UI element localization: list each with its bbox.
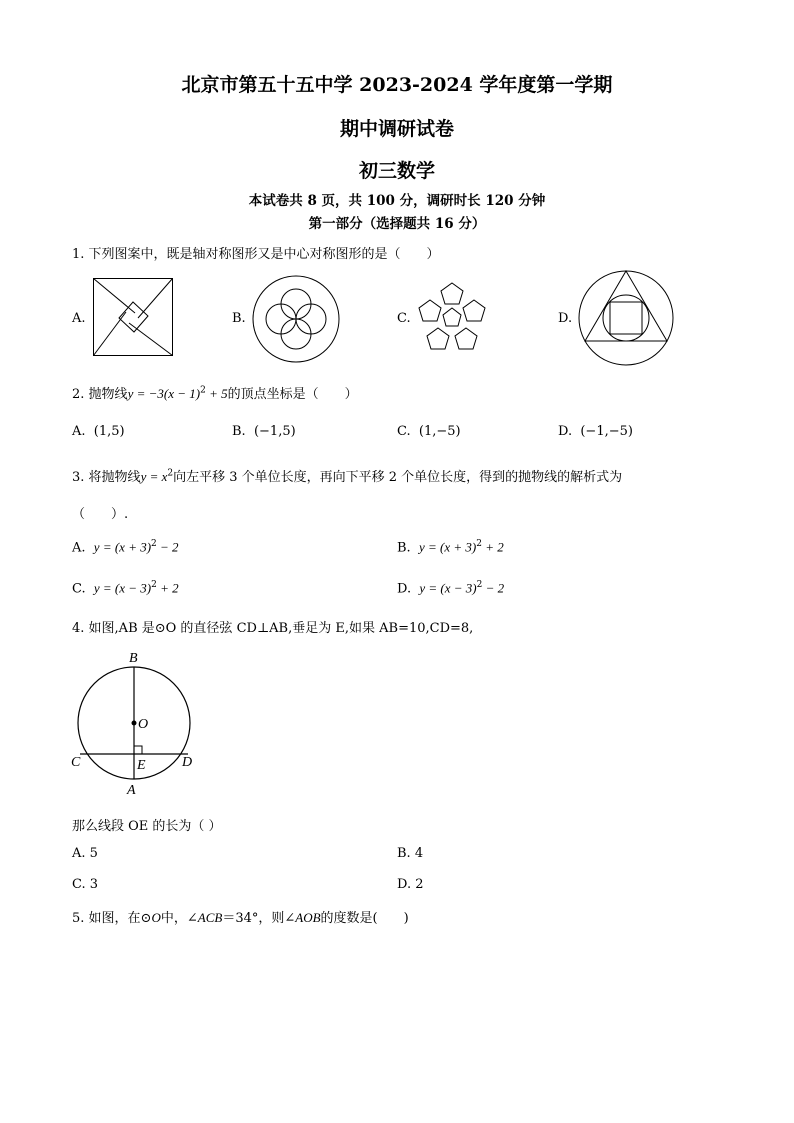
option-label: C. <box>397 424 411 439</box>
circle-chord-figure <box>65 648 205 798</box>
option-b <box>397 539 504 555</box>
question-5 <box>72 907 409 926</box>
option-c <box>72 877 98 892</box>
exponent: 2 <box>476 580 483 590</box>
question-4 <box>72 617 473 636</box>
four-circles-figure <box>252 275 340 363</box>
question-stem-pre: 抛物线 <box>88 387 128 402</box>
math-expression-tail: + 5 <box>205 386 228 401</box>
option-a <box>72 539 179 555</box>
question-2 <box>72 383 358 402</box>
exponent: 2 <box>200 385 206 396</box>
option-label: A. <box>72 846 86 861</box>
option-a <box>72 424 125 439</box>
option-expr: y = (x + 3) <box>418 539 477 555</box>
option-expr: y = (x − 3) <box>419 580 477 596</box>
question-stem: 下列图案中，既是轴对称图形又是中心对称图形的是（ ） <box>88 247 440 262</box>
question-number: 3. <box>72 470 85 485</box>
option-label: B. <box>232 424 246 439</box>
question-4-line2: 那么线段 OE 的长为（ ） <box>72 819 222 834</box>
angle-aob: AOB <box>295 910 321 925</box>
five-pentagons-figure <box>414 282 490 356</box>
option-expr-tail: + 2 <box>156 580 179 596</box>
option-expr-tail: − 2 <box>156 539 179 555</box>
question-stem-mid2: ＝34°，则∠ <box>222 911 296 926</box>
option-label: B. <box>397 846 411 861</box>
label-o: O <box>138 717 149 732</box>
label-a: A <box>127 783 136 798</box>
option-label: D. <box>558 311 573 326</box>
option-label: B. <box>397 540 411 556</box>
question-number: 5. <box>72 911 85 926</box>
option-expr-tail: − 2 <box>482 580 505 596</box>
label-e: E <box>137 758 146 773</box>
exam-info: 本试卷共 8 页，共 100 分，调研时长 120 分钟 <box>248 193 546 209</box>
option-d <box>397 580 504 596</box>
option-label: C. <box>72 877 86 892</box>
page-title: 北京市第五十五中学 2023-2024 学年度第一学期 <box>181 74 613 96</box>
option-b <box>232 424 296 439</box>
label-d: D <box>182 755 193 770</box>
question-stem-post: 的顶点坐标是（ ） <box>227 387 358 402</box>
exponent: 2 <box>151 580 157 590</box>
question-stem: 如图,AB 是⊙O 的直径弦 CD⊥AB,垂足为 E,如果 AB=10,CD=8, <box>88 621 474 636</box>
option-expr: y = (x + 3) <box>93 539 152 555</box>
label-c: C <box>71 755 81 770</box>
exponent: 2 <box>167 468 174 479</box>
question-number: 1. <box>72 247 85 262</box>
option-value: 2 <box>415 877 424 892</box>
question-1 <box>72 243 440 262</box>
question-stem-pre: 如图，在⊙ <box>88 911 152 926</box>
option-value: (−1,5) <box>253 424 296 439</box>
option-value: (1,5) <box>93 424 125 439</box>
option-label: A. <box>72 424 86 439</box>
option-label: D. <box>558 424 573 439</box>
question-number: 2. <box>72 387 85 402</box>
exponent: 2 <box>476 539 482 549</box>
angle-acb: ACB <box>197 910 223 925</box>
question-3-line2: （ ）. <box>72 507 129 522</box>
option-value: 4 <box>414 846 424 861</box>
option-a <box>72 846 98 861</box>
option-label: D. <box>397 581 412 597</box>
math-expression: y = −3(x − 1) <box>127 386 201 401</box>
question-stem-pre: 将抛物线 <box>88 470 141 485</box>
triangle-in-circle-figure <box>578 270 674 366</box>
option-value: (−1,−5) <box>580 424 633 439</box>
option-d <box>558 424 633 439</box>
option-b <box>397 846 423 861</box>
question-stem-mid: 中，∠ <box>160 911 198 926</box>
option-value: (1,−5) <box>418 424 461 439</box>
math-expression: y = x <box>140 469 168 484</box>
option-expr-tail: + 2 <box>481 539 504 555</box>
exponent: 2 <box>151 539 157 549</box>
option-value: 3 <box>89 877 99 892</box>
option-c <box>397 424 461 439</box>
question-3 <box>72 466 622 485</box>
subject-title: 初三数学 <box>358 160 435 182</box>
option-label: D. <box>397 877 412 892</box>
option-value: 5 <box>89 846 98 861</box>
pinwheel-square-figure <box>93 278 173 356</box>
option-label: A. <box>72 540 86 556</box>
option-label: C. <box>72 581 86 597</box>
option-d <box>397 877 424 892</box>
label-b: B <box>129 651 138 666</box>
circle-name: O <box>151 910 161 925</box>
question-stem-post: 向左平移 3 个单位长度，再向下平移 2 个单位长度，得到的抛物线的解析式为 <box>173 470 623 485</box>
option-label: C. <box>397 311 411 326</box>
option-c <box>72 580 179 596</box>
option-expr: y = (x − 3) <box>93 580 152 596</box>
question-stem-post: 的度数是( ) <box>320 911 409 926</box>
exam-name: 期中调研试卷 <box>339 118 454 140</box>
option-label: A. <box>72 311 86 326</box>
question-number: 4. <box>72 621 85 636</box>
option-label: B. <box>232 311 246 326</box>
section-heading: 第一部分（选择题共 16 分） <box>308 216 486 232</box>
